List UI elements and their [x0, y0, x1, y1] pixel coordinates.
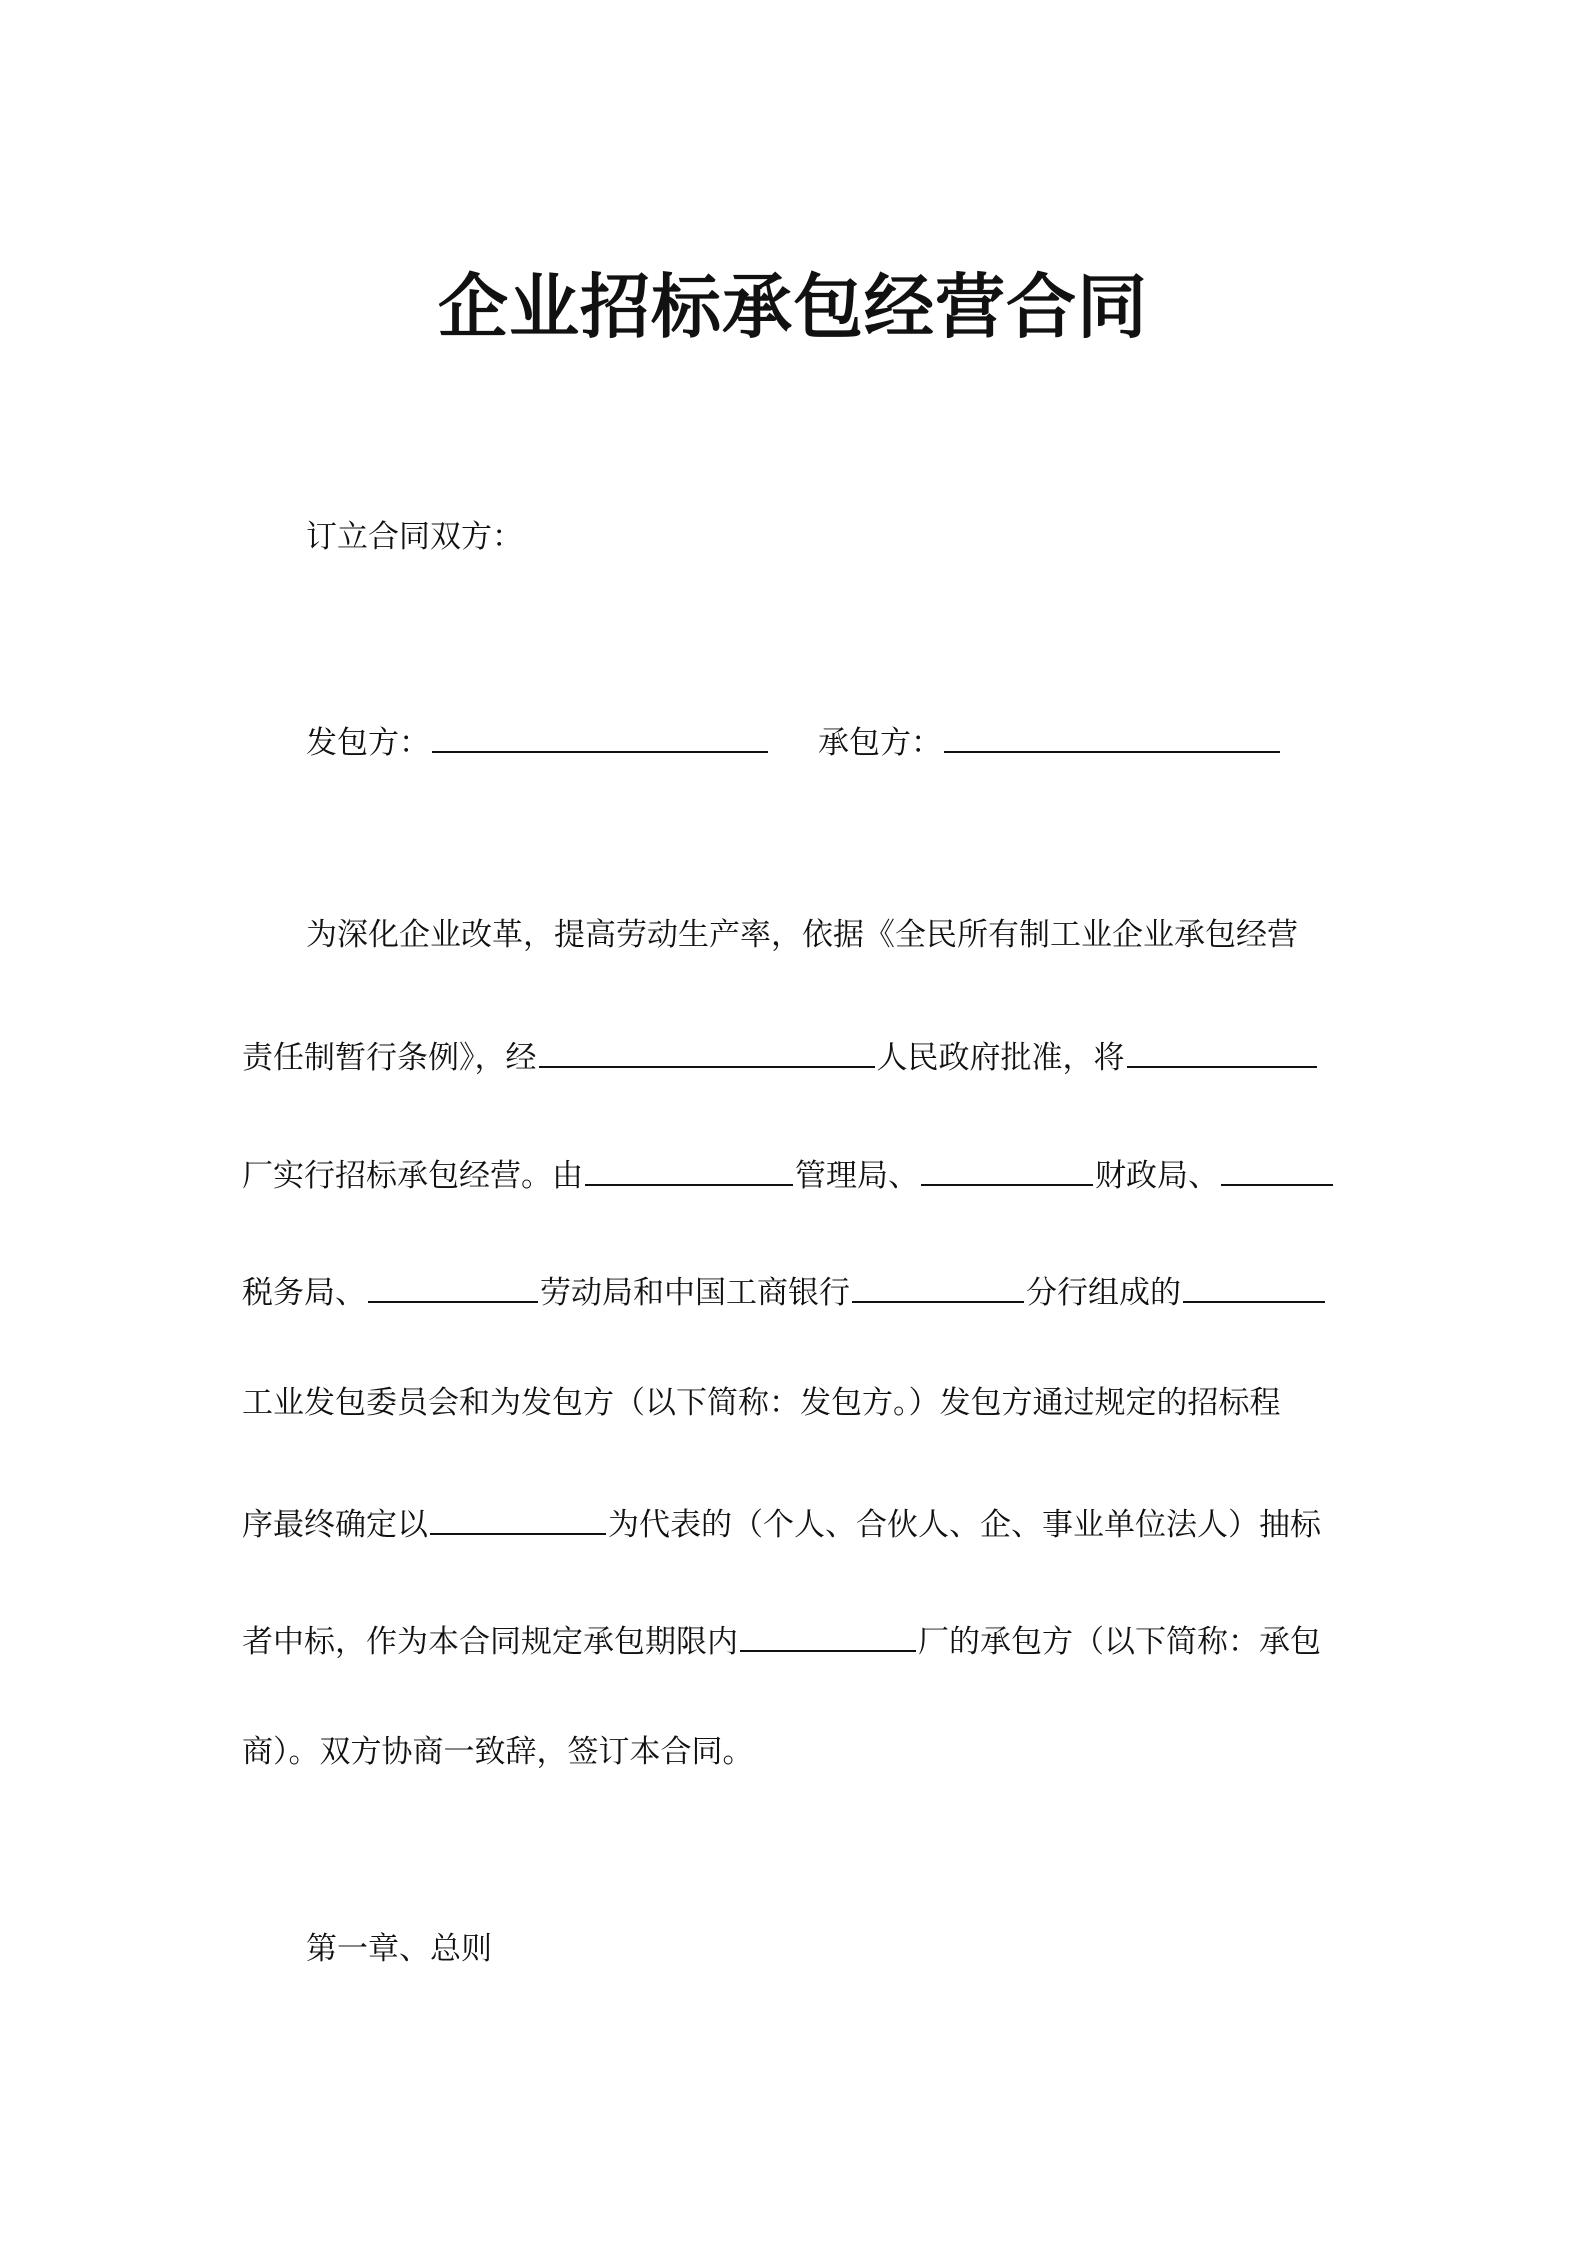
preamble-line-1: 为深化企业改革，提高劳动生产率，依据《全民所有制工业企业承包经营: [306, 917, 1298, 953]
admin-bureau-blank: [585, 1148, 793, 1186]
factory-blank: [1127, 1030, 1317, 1068]
preamble-line-4: [242, 1265, 1327, 1315]
preamble-text: 分行组成的: [1026, 1275, 1181, 1311]
preamble-line-3: [242, 1148, 1335, 1198]
preamble-text: 厂实行招标承包经营。由: [242, 1158, 583, 1194]
preamble-text: 财政局、: [1095, 1158, 1219, 1194]
finance-bureau-blank: [921, 1148, 1093, 1186]
preamble-line-7: [242, 1614, 1321, 1664]
preamble-text: 税务局、: [242, 1275, 366, 1311]
preamble-line-5: 工业发包委员会和为发包方（以下简称：发包方。）发包方通过规定的招标程: [242, 1385, 1281, 1421]
bank-branch-blank: [852, 1265, 1024, 1303]
preamble-text: 为代表的（个人、合伙人、企、事业单位法人）抽标: [608, 1507, 1321, 1543]
preamble-text: 劳动局和中国工商银行: [540, 1275, 850, 1311]
issuer-blank: [432, 715, 768, 753]
labor-bureau-blank: [368, 1265, 538, 1303]
preamble-text: 序最终确定以: [242, 1507, 428, 1543]
preamble-text: 厂的承包方（以下简称：承包: [918, 1624, 1321, 1660]
document-title: 企业招标承包经营合同: [438, 266, 1148, 348]
preamble-text: 责任制暂行条例》，经: [242, 1040, 537, 1076]
committee-blank: [1183, 1265, 1325, 1303]
preamble-text: 管理局、: [795, 1158, 919, 1194]
contractor-blank: [944, 715, 1280, 753]
preamble-text: 者中标，作为本合同规定承包期限内: [242, 1624, 738, 1660]
preamble-line-2: [242, 1030, 1319, 1080]
representative-blank: [430, 1497, 606, 1535]
preamble-line-8: 商）。双方协商一致辞，签订本合同。: [242, 1734, 754, 1770]
government-blank: [539, 1030, 875, 1068]
parties-line: [306, 715, 1282, 765]
contractor-label: 承包方：: [818, 725, 942, 761]
contract-factory-blank: [740, 1614, 916, 1652]
preamble-line-6: [242, 1497, 1321, 1547]
issuer-label: 发包方：: [306, 725, 430, 761]
chapter-heading: 第一章、总则: [306, 1931, 492, 1967]
preamble-text: 人民政府批准，将: [876, 1040, 1125, 1076]
parties-heading: 订立合同双方：: [306, 519, 523, 555]
tax-bureau-blank: [1221, 1148, 1333, 1186]
